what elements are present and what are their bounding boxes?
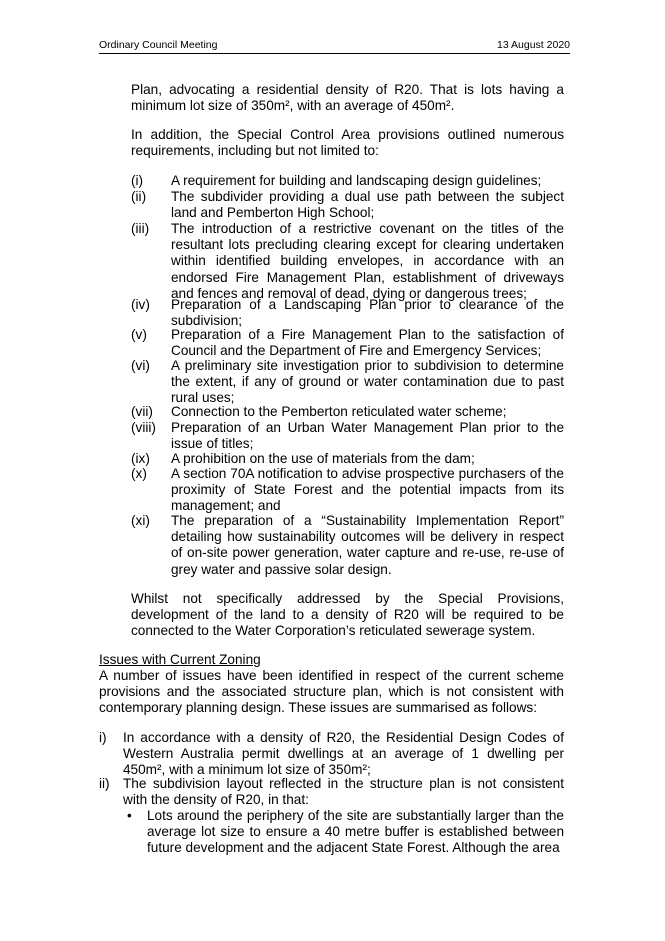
intro-paragraph: Plan, advocating a residential density of R20. That is lots having a minimum lot size of 350m², with an average of 450m². — [131, 82, 564, 114]
requirement-number: (vii) — [131, 404, 153, 419]
requirement-text: Preparation of an Urban Water Management Plan prior to the issue of titles; — [171, 420, 564, 452]
requirement-text: Connection to the Pemberton reticulated water scheme; — [171, 404, 507, 419]
requirement-number: (xi) — [131, 513, 150, 528]
bullet-icon: • — [127, 808, 132, 823]
requirement-text: The subdivider providing a dual use path between the subject land and Pemberton High School; — [171, 189, 564, 221]
header-date: 13 August 2020 — [497, 39, 570, 51]
requirement-number: (iii) — [131, 221, 150, 236]
issues-paragraph: A number of issues have been identified in respect of the current scheme provisions and the associated structure plan, which is not consistent with contemporary planning design. These issues are summarised as follows: — [99, 668, 564, 716]
requirement-number: (vi) — [131, 358, 150, 373]
requirement-text: Preparation of a Fire Management Plan to the satisfaction of Council and the Department of Fire and Emergency Services; — [171, 327, 564, 359]
requirement-number: (ii) — [131, 189, 147, 204]
issue-number: ii) — [99, 776, 110, 791]
requirement-number: (i) — [131, 173, 144, 188]
bullet-text: Lots around the periphery of the site are substantially larger than the average lot size to ensure a 40 metre buffer is established between future development and the adjacent State Forest. Although the area — [147, 808, 564, 856]
requirement-text: A section 70A notification to advise prospective purchasers of the proximity of State Forest and the potential impacts from its management; and — [171, 466, 564, 514]
requirement-text: A requirement for building and landscaping design guidelines; — [171, 173, 542, 188]
requirement-number: (ix) — [131, 451, 150, 466]
page-header — [99, 39, 570, 54]
addition-paragraph: In addition, the Special Control Area provisions outlined numerous requirements, including but not limited to: — [131, 127, 564, 159]
requirement-text: A prohibition on the use of materials from the dam; — [171, 451, 475, 466]
issue-number: i) — [99, 730, 107, 745]
header-meeting-title: Ordinary Council Meeting — [99, 39, 218, 51]
requirement-number: (iv) — [131, 297, 150, 312]
requirement-text: The preparation of a “Sustainability Implementation Report” detailing how sustainability outcomes will be delivery in respect of on-site power generation, water capture and re-use, re-use of grey water and passive solar design. — [171, 513, 564, 577]
requirement-text: Preparation of a Landscaping Plan prior to clearance of the subdivision; — [171, 297, 564, 329]
issue-text: In accordance with a density of R20, the Residential Design Codes of Western Australia permit dwellings at an average of 1 dwelling per 450m², with a minimum lot size of 350m²; — [123, 730, 564, 778]
issue-text: The subdivision layout reflected in the structure plan is not consistent with the density of R20, in that: — [123, 776, 564, 808]
issues-heading: Issues with Current Zoning — [99, 652, 261, 667]
requirement-number: (viii) — [131, 420, 156, 435]
requirement-number: (x) — [131, 466, 147, 481]
requirement-text: The introduction of a restrictive covenant on the titles of the resultant lots precluding clearing except for clearing undertaken within identified building envelopes, in accordance with an endorsed Fire Management Plan, establishment of driveways and fences and removal of dead, dying or dangerous trees; — [171, 221, 564, 301]
whilst-paragraph: Whilst not specifically addressed by the Special Provisions, development of the land to a density of R20 will be required to be connected to the Water Corporation’s reticulated sewerage system. — [131, 591, 564, 639]
requirement-text: A preliminary site investigation prior to subdivision to determine the extent, if any of ground or water contamination due to past rural uses; — [171, 358, 564, 406]
requirement-number: (v) — [131, 327, 147, 342]
